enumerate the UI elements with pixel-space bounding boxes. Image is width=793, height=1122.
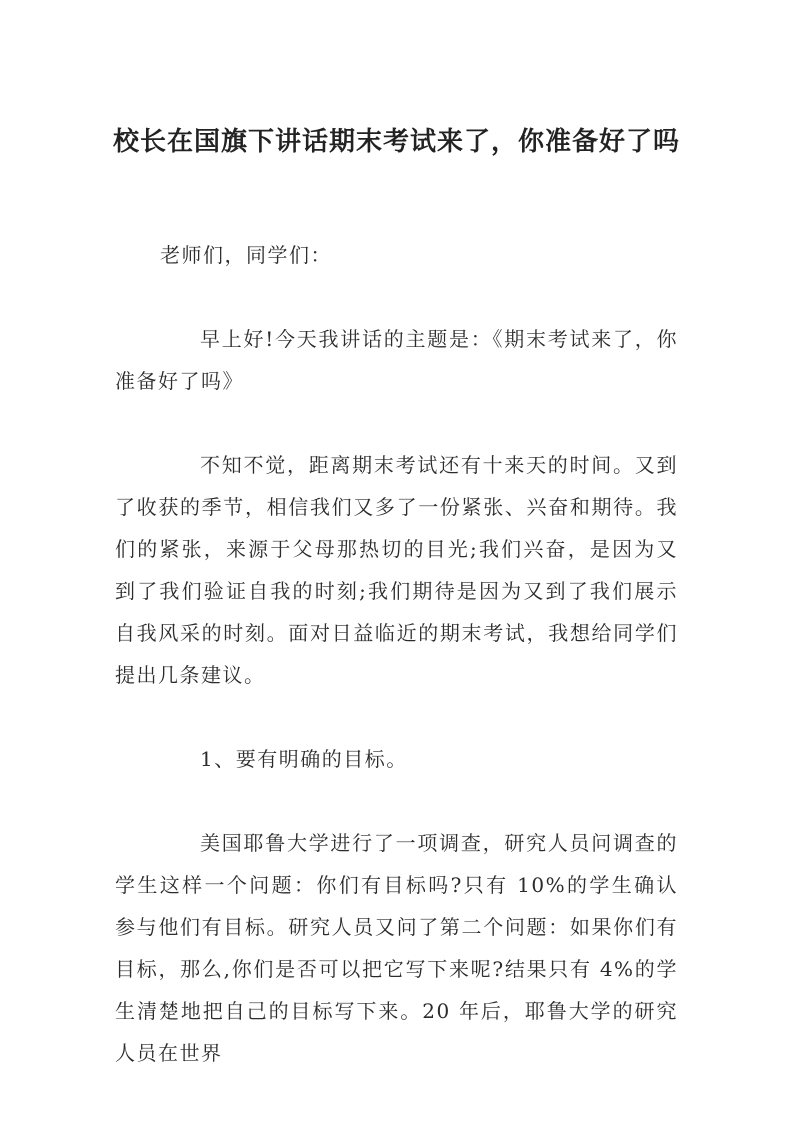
- paragraph-yale-study: 美国耶鲁大学进行了一项调查，研究人员问调查的学生这样一个问题：你们有目标吗?只有 10%的学生确认参与他们有目标。研究人员又问了第二个问题：如果你们有目标，那么,你们是否可以把它写下来呢?结果只有 4%的学生清楚地把自己的目标写下来。20 年后，耶鲁大学的研究人员在世界: [115, 831, 678, 1065]
- paragraph-point-1-heading: 1、要有明确的目标。: [200, 747, 408, 771]
- paragraph-intro: 不知不觉，距离期末考试还有十来天的时间。又到了收获的季节，相信我们又多了一份紧张、兴奋和期待。我们的紧张，来源于父母那热切的目光;我们兴奋，是因为又到了我们验证自我的时刻;我们期待是因为又到了我们展示自我风采的时刻。面对日益临近的期末考试，我想给同学们提出几条建议。: [115, 453, 678, 687]
- document-body: [0, 234, 793, 1074]
- paragraph-greeting-theme: 早上好!今天我讲话的主题是：《期末考试来了，你准备好了吗》: [115, 327, 678, 393]
- document-title: 校长在国旗下讲话期末考试来了，你准备好了吗: [112, 127, 680, 157]
- paragraph-salutation: 老师们，同学们：: [160, 243, 332, 267]
